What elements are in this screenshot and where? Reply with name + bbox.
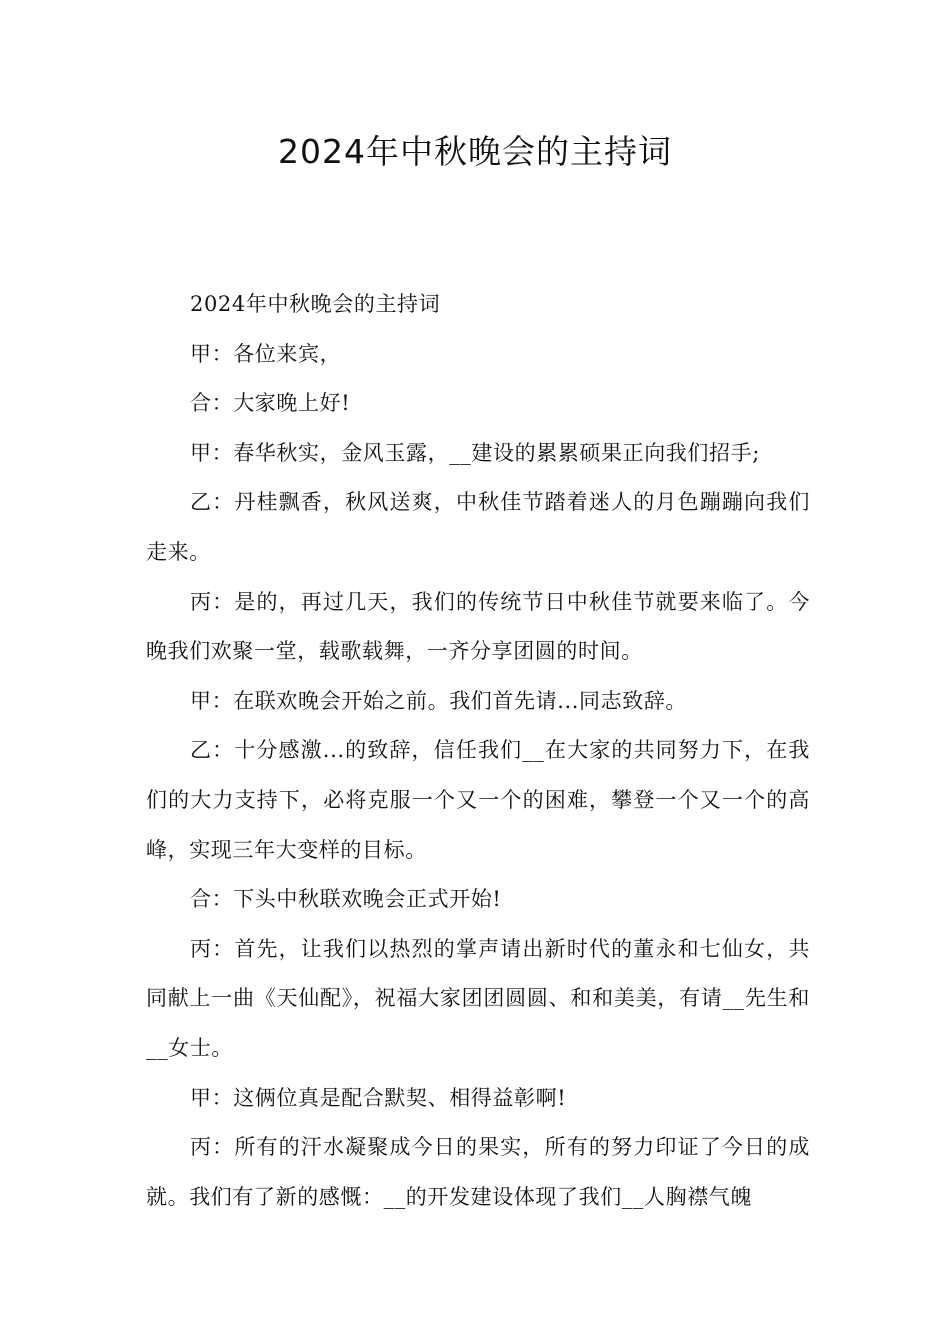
paragraph: 甲：春华秋实，金风玉露，__建设的累累硕果正向我们招手;: [190, 440, 760, 465]
paragraph: 甲：在联欢晚会开始之前。我们首先请...同志致辞。: [190, 688, 688, 713]
paragraph: 合：下头中秋联欢晚会正式开始!: [190, 887, 502, 912]
paragraph: 甲：这俩位真是配合默契、相得益彰啊!: [190, 1085, 567, 1110]
paragraph: 乙：丹桂飘香，秋风送爽，中秋佳节踏着迷人的月色蹦蹦向我们走来。: [146, 490, 810, 564]
paragraph: 合：大家晚上好!: [190, 391, 351, 416]
paragraph: 甲：各位来宾，: [190, 341, 342, 366]
paragraph: 丙：是的，再过几天，我们的传统节日中秋佳节就要来临了。今晚我们欢聚一堂，载歌载舞，一齐分享团圆的时间。: [146, 589, 810, 664]
document-body: [146, 280, 810, 1222]
paragraph: 2024年中秋晚会的主持词: [190, 292, 441, 316]
paragraph: 丙：首先，让我们以热烈的掌声请出新时代的董永和七仙女，共同献上一曲《天仙配》，祝福大家团团圆圆、和和美美，有请__先生和__女士。: [146, 936, 810, 1060]
document-title: 2024年中秋晚会的主持词: [278, 132, 672, 171]
paragraph: 丙：所有的汗水凝聚成今日的果实，所有的努力印证了今日的成就。我们有了新的感慨：__的开发建设体现了我们__人胸襟气魄: [146, 1135, 810, 1209]
paragraph: 乙：十分感激...的致辞，信任我们__在大家的共同努力下，在我们的大力支持下，必将克服一个又一个的困难，攀登一个又一个的高峰，实现三年大变样的目标。: [146, 738, 810, 862]
